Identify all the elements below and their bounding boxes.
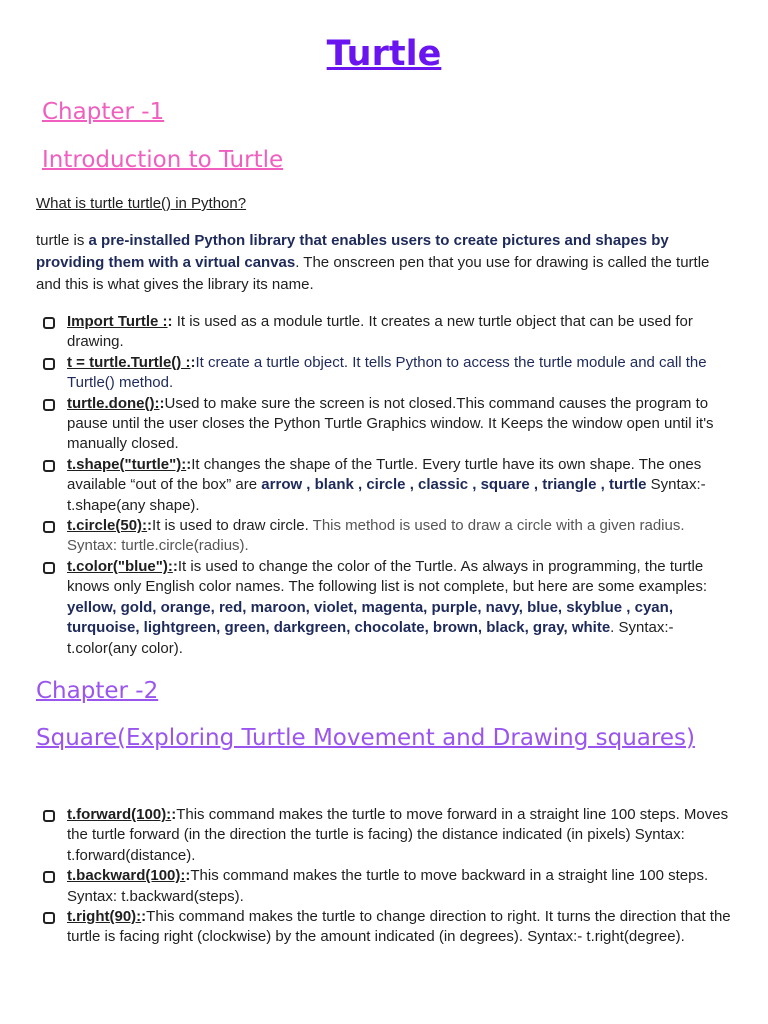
command-name: Import Turtle :	[67, 313, 168, 330]
command-description: It create a turtle object. It tells Python to access the turtle module and call the Turtle() method.	[67, 353, 707, 392]
command-separator: :	[172, 557, 178, 575]
intro-highlight: a pre-installed Python library that enables users to create pictures and shapes by providing them with a virtual canvas	[36, 232, 669, 271]
list-item	[42, 353, 734, 394]
checkbox-icon[interactable]	[43, 399, 55, 411]
checkbox-icon[interactable]	[43, 810, 55, 822]
command-description: It is used to change the color of the Turtle. As always in programming, the turtle knows only English color names. The following list is not complete, but here are some examples:	[67, 557, 708, 596]
command-separator: :	[147, 517, 153, 535]
checkbox-icon[interactable]	[43, 460, 55, 472]
command-name: t.shape("turtle"):	[67, 455, 187, 473]
chapter-1-heading: Introduction to Turtle	[42, 147, 284, 173]
command-syntax: Syntax:- t.shape(any shape).	[67, 476, 706, 514]
command-separator: :	[159, 394, 165, 412]
chapter-2-heading: Square(Exploring Turtle Movement and Drawing squares)	[36, 725, 695, 751]
command-name: turtle.done():	[67, 394, 160, 412]
chapter-1-command-list	[42, 312, 734, 659]
checkbox-icon[interactable]	[43, 912, 55, 924]
command-name: t.right(90):	[67, 908, 142, 926]
command-name: t.circle(50):	[67, 517, 148, 535]
intro-text-2: . The onscreen pen that you use for drawing is called the turtle and this is what gives the library its name.	[36, 254, 710, 293]
checkbox-icon[interactable]	[43, 317, 55, 329]
list-item	[42, 394, 734, 455]
command-name: t.forward(100):	[67, 806, 172, 823]
command-separator: :	[167, 313, 173, 330]
command-name: t.backward(100):	[67, 867, 186, 885]
command-syntax: . Syntax:- t.color(any color).	[67, 619, 674, 657]
chapter-2-label: Chapter -2	[36, 678, 159, 704]
command-separator: :	[190, 353, 196, 371]
list-item	[42, 516, 734, 557]
chapter-2-command-list	[42, 805, 734, 948]
checkbox-icon[interactable]	[43, 871, 55, 883]
checkbox-icon[interactable]	[43, 358, 55, 370]
command-name: t = turtle.Turtle() :	[67, 353, 191, 371]
command-description: This command makes the turtle to move backward in a straight line 100 steps. Syntax: t.backward(steps).	[67, 867, 709, 905]
checkbox-icon[interactable]	[43, 562, 55, 574]
command-description: It is used as a module turtle. It creates a new turtle object that can be used for drawing.	[67, 313, 693, 351]
checkbox-icon[interactable]	[43, 521, 55, 533]
page-title: Turtle	[326, 34, 442, 74]
list-item	[42, 866, 734, 907]
list-item	[42, 557, 734, 659]
command-description: Used to make sure the screen is not closed.This command causes the program to pause until the user closes the Python Turtle Graphics window. It Keeps the window open until it's manually closed.	[67, 394, 714, 453]
list-item	[42, 455, 734, 516]
list-item	[42, 312, 734, 353]
command-syntax: This method is used to draw a circle with a given radius. Syntax: turtle.circle(radius).	[67, 517, 685, 555]
command-description: It changes the shape of the Turtle. Every turtle have its own shape. The ones available “out of the box” are	[67, 455, 702, 494]
shape-names: arrow , blank , circle , classic , square , triangle , turtle	[261, 476, 647, 494]
intro-question: What is turtle turtle() in Python?	[36, 195, 247, 212]
command-description: This command makes the turtle to change direction to right. It turns the direction that the turtle is facing right (clockwise) by the amount indicated (in degrees). Syntax:- t.right(degree).	[67, 908, 731, 946]
command-name: t.color("blue"):	[67, 557, 173, 575]
command-description: This command makes the turtle to move forward in a straight line 100 steps. Moves the turtle forward (in the direction the turtle is facing) the distance indicated (in pixels) Syntax: t.forward(distance).	[67, 806, 729, 864]
list-item	[42, 805, 734, 866]
command-separator: :	[186, 455, 192, 473]
command-separator: :	[185, 867, 191, 885]
color-names: yellow, gold, orange, red, maroon, violet, magenta, purple, navy, blue, skyblue , cyan, turquoise, lightgreen, green, darkgreen, chocolate, brown, black, gray, white	[67, 598, 673, 637]
intro-text-1: turtle is	[36, 232, 89, 249]
intro-paragraph	[36, 230, 736, 296]
list-item	[42, 907, 734, 948]
command-separator: :	[141, 908, 147, 926]
command-description: It is used to draw circle.	[152, 517, 313, 535]
command-separator: :	[171, 806, 177, 823]
chapter-1-label: Chapter -1	[42, 99, 165, 125]
